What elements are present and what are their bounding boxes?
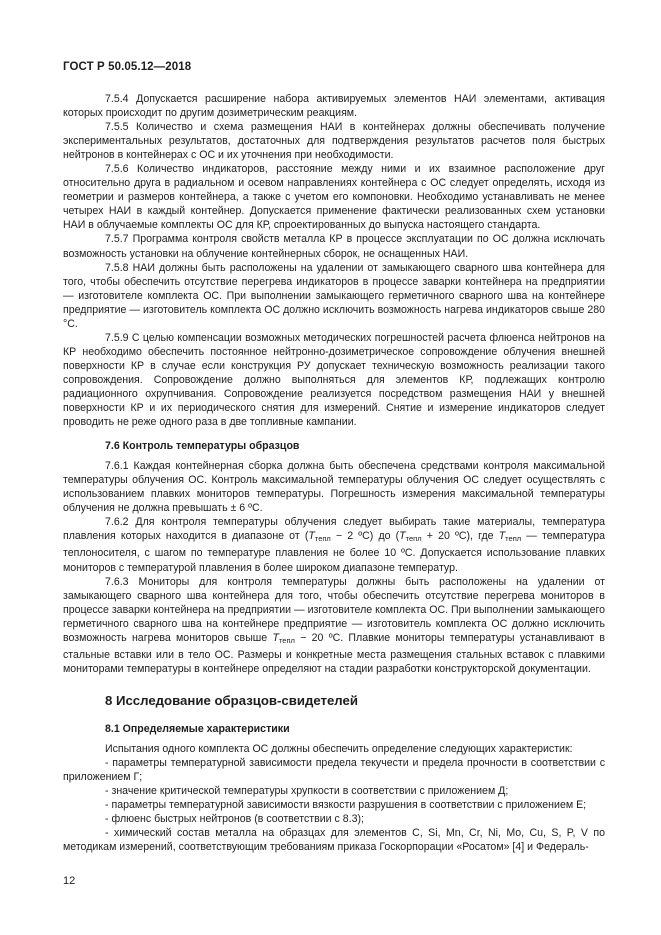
paragraph-7-5-8: 7.5.8 НАИ должны быть расположены на удалении от замыкающего сварного шва контейнера для того, чтобы обеспечить отсутствие перегрева индикаторов в процессе заварки контейнера на предприятии — изготовителе комплекта ОС. При выполнении замыкающего герметичного сварного шва на контейнере предприятие — изготовитель комплекта ОС должно исключить возможность нагрева индикаторов свыше 280 °С.: [63, 261, 605, 330]
paragraph-8-1-intro: Испытания одного комплекта ОС должны обеспечить определение следующих характеристик:: [105, 742, 573, 755]
page-number: 12: [63, 875, 76, 887]
list-item: - флюенс быстрых нейтронов (в соответствии с 8.3);: [105, 813, 364, 826]
section-heading-8-1: 8.1 Определяемые характеристики: [105, 722, 290, 735]
paragraph-7-5-7: 7.5.7 Программа контроля свойств металла КР в процессе эксплуатации по ОС должна исключать возможность установки на облучение контейнерных сборок, не оснащенных НАИ.: [63, 233, 605, 260]
paragraph-7-5-5: 7.5.5 Количество и схема размещения НАИ в контейнерах должны обеспечивать получение экспериментальных результатов, достаточных для подтверждения результатов расчетов поля быстрых нейтронов в контейнерах с ОС и их уточнения при необходимости.: [63, 121, 605, 162]
paragraph-7-6-3: 7.6.3 Мониторы для контроля температуры должны быть расположены на удалении от замыкающего сварного шва контейнера для того, чтобы обеспечить отсутствие перегрева мониторов в процессе заварки контейнера на предприятии — изготовителе комплекта ОС. При выполнении замыкающего герметичного сварного шва на контейнере предприятие — изготовитель комплекта ОС должно исключить возможность нагрева мониторов свыше $T_{тепл} - 20$ ºС. Плавкие мониторы температуры устанавливают в стальные вставки или в тело ОС. Размеры и конкретные места размещения стальных вставок с плавкими мониторами температуры в контейнере определяют на стадии разработки конструкторской документации.: [63, 575, 605, 675]
paragraph-7-6-2: 7.6.2 Для контроля температуры облучения следует выбирать такие материалы, температура плавления которых находится в диапазоне от ($T_{тепл} - 2$ ºС) до ($T_{тепл} + 20$ ºС), где $T_{тепл}$ — температура теплоносителя, с шагом по температуре плавления не более 10 ºС. Допускается использование плавких мониторов с температурой плавления в более широком диапазоне температур.: [63, 516, 606, 574]
paragraph-7-6-1: 7.6.1 Каждая контейнерная сборка должна быть обеспечена средствами контроля максимальной температуры облучения ОС. Контроль максимальной температуры облучения ОС следует осуществлять с использованием плавких мониторов температуры. Погрешность измерения максимальной температуры облучения не должна превышать ± 6 ºС.: [63, 460, 605, 515]
list-item: - химический состав металла на образцах для элементов C, Si, Mn, Cr, Ni, Mo, Cu, S, P, V по методикам измерений, соответствующим требованиям приказа Госкорпорации «Росатом» [4] и Федераль-: [63, 827, 605, 854]
list-item: - значение критической температуры хрупкости в соответствии с приложением Д;: [105, 785, 509, 798]
document-header: ГОСТ Р 50.05.12—2018: [63, 61, 192, 73]
paragraph-7-5-4: 7.5.4 Допускается расширение набора активируемых элементов НАИ элементами, активация которых происходит по другим дозиметрическим реакциям.: [63, 93, 605, 120]
list-item: - параметры температурной зависимости вязкости разрушения в соответствии с приложением Е;: [105, 799, 587, 812]
paragraph-7-5-9: 7.5.9 С целью компенсации возможных методических погрешностей расчета флюенса нейтронов на КР необходимо обеспечить постоянное нейтронно-дозиметрическое сопровождение облучения внешней поверхности КР в случае если конструкция РУ допускает техническую возможность реализации такого сопровождения. Сопровождение должно выполняться для элементов КР, подлежащих контролю радиационного охрупчивания. Сопровождение реализуется посредством размещения НАИ у внешней поверхности КР и их периодического снятия для измерений. Снятие и измерение индикаторов следует проводить не реже одного раза в две топливные кампании.: [63, 331, 605, 429]
document-body: [63, 92, 605, 854]
section-heading-8: 8 Исследование образцов-свидетелей: [105, 692, 358, 708]
section-heading-7-6: 7.6 Контроль температуры образцов: [105, 440, 300, 453]
list-item: - параметры температурной зависимости предела текучести и предела прочности в соответствии с приложением Г;: [63, 757, 605, 784]
paragraph-7-5-6: 7.5.6 Количество индикаторов, расстояние между ними и их взаимное расположение друг относительно друга в радиальном и осевом направлениях контейнера с ОС следует определять, исходя из геометрии и размеров контейнера, а также с учетом его компоновки. Необходимо устанавливать не менее четырех НАИ в каждый контейнер. Допускается применение фактически реализованных схем установки НАИ в облучаемые комплекты ОС для КР, спроектированных до выпуска настоящего стандарта.: [63, 163, 605, 232]
